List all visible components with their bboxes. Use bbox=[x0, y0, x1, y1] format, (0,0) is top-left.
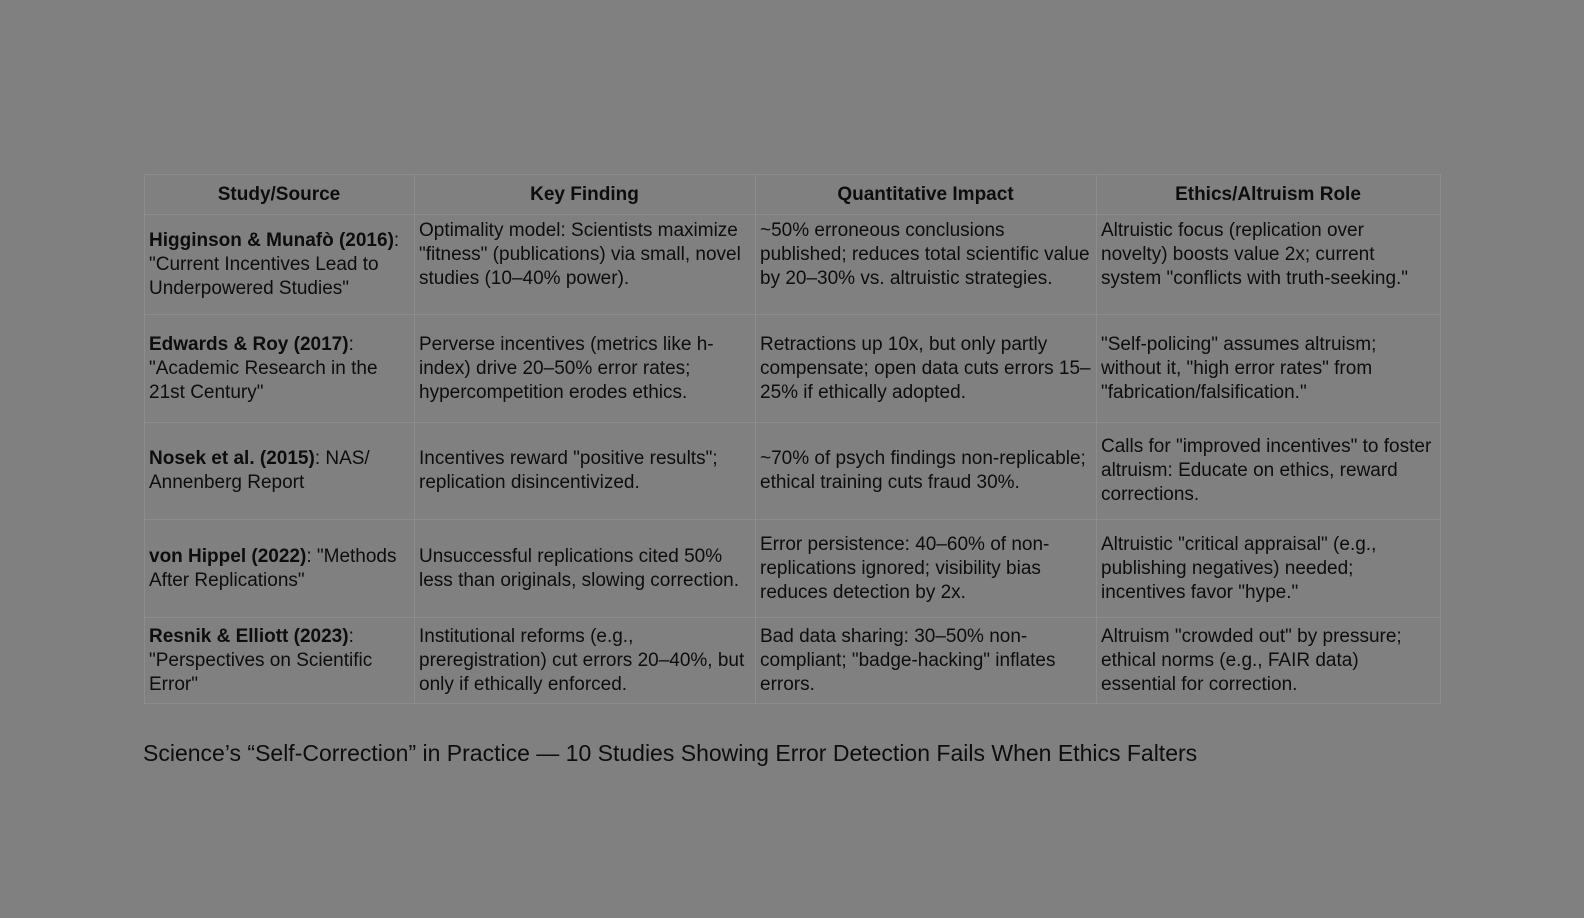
quantitative-impact-cell: ~50% erroneous conclusions published; reduces total scientific value by 20–30% vs. altruistic strategies. bbox=[756, 215, 1097, 315]
study-title: : NAS/ Annenberg Report bbox=[149, 448, 370, 493]
header-study-source: Study/Source bbox=[145, 175, 415, 215]
ethics-role-cell: "Self-policing" assumes altruism; without it, "high error rates" from "fabrication/falsification." bbox=[1097, 315, 1441, 423]
study-author: Higginson & Munafò (2016) bbox=[149, 229, 394, 251]
key-finding-cell: Incentives reward "positive results"; replication disincentivized. bbox=[415, 423, 756, 520]
study-author: Resnik & Elliott (2023) bbox=[149, 625, 349, 647]
key-finding-cell: Optimality model: Scientists maximize "fitness" (publications) via small, novel studies (10–40% power). bbox=[415, 215, 756, 315]
header-quantitative-impact: Quantitative Impact bbox=[756, 175, 1097, 215]
quantitative-impact-cell: Retractions up 10x, but only partly compensate; open data cuts errors 15–25% if ethically adopted. bbox=[756, 315, 1097, 423]
study-author: Edwards & Roy (2017) bbox=[149, 334, 349, 355]
table-header bbox=[145, 175, 1441, 215]
table-row bbox=[145, 215, 1441, 315]
header-key-finding: Key Finding bbox=[415, 175, 756, 215]
table-body bbox=[145, 215, 1441, 704]
quantitative-impact-cell: Error persistence: 40–60% of non-replications ignored; visibility bias reduces detection by 2x. bbox=[756, 520, 1097, 618]
studies-table bbox=[144, 174, 1441, 704]
ethics-role-cell: Altruistic focus (replication over novelty) boosts value 2x; current system "conflicts with truth-seeking." bbox=[1097, 215, 1441, 315]
study-author: Nosek et al. (2015) bbox=[149, 448, 315, 469]
study-source-cell bbox=[145, 215, 415, 315]
quantitative-impact-cell: Bad data sharing: 30–50% non-compliant; "badge-hacking" inflates errors. bbox=[756, 618, 1097, 704]
header-ethics-altruism-role: Ethics/Altruism Role bbox=[1097, 175, 1441, 215]
study-source-cell bbox=[145, 618, 415, 704]
key-finding-cell: Unsuccessful replications cited 50% less than originals, slowing correction. bbox=[415, 520, 756, 618]
table-row bbox=[145, 618, 1441, 704]
ethics-role-cell: Calls for "improved incentives" to foster altruism: Educate on ethics, reward corrections. bbox=[1097, 423, 1441, 520]
ethics-role-cell: Altruism "crowded out" by pressure; ethical norms (e.g., FAIR data) essential for correction. bbox=[1097, 618, 1441, 704]
quantitative-impact-cell: ~70% of psych findings non-replicable; ethical training cuts fraud 30%. bbox=[756, 423, 1097, 520]
key-finding-cell: Perverse incentives (metrics like h-index) drive 20–50% error rates; hypercompetition erodes ethics. bbox=[415, 315, 756, 423]
study-source-cell bbox=[145, 520, 415, 618]
ethics-role-cell: Altruistic "critical appraisal" (e.g., publishing negatives) needed; incentives favor "hype." bbox=[1097, 520, 1441, 618]
study-title: : "Current Incentives Lead to Underpowered Studies" bbox=[149, 229, 400, 299]
table-row bbox=[145, 423, 1441, 520]
study-source-cell bbox=[145, 315, 415, 423]
table-row bbox=[145, 315, 1441, 423]
table-row bbox=[145, 520, 1441, 618]
study-author: von Hippel (2022) bbox=[149, 545, 307, 567]
study-title: : "Methods After Replications" bbox=[149, 545, 397, 591]
study-title: : "Academic Research in the 21st Century" bbox=[149, 334, 378, 403]
study-title: : "Perspectives on Scientific Error" bbox=[149, 625, 373, 695]
header-row bbox=[145, 175, 1441, 215]
key-finding-cell: Institutional reforms (e.g., preregistration) cut errors 20–40%, but only if ethically enforced. bbox=[415, 618, 756, 704]
study-source-cell bbox=[145, 423, 415, 520]
table-caption: Science’s “Self-Correction” in Practice — 10 Studies Showing Error Detection Fails When Ethics Falters bbox=[143, 740, 1198, 766]
